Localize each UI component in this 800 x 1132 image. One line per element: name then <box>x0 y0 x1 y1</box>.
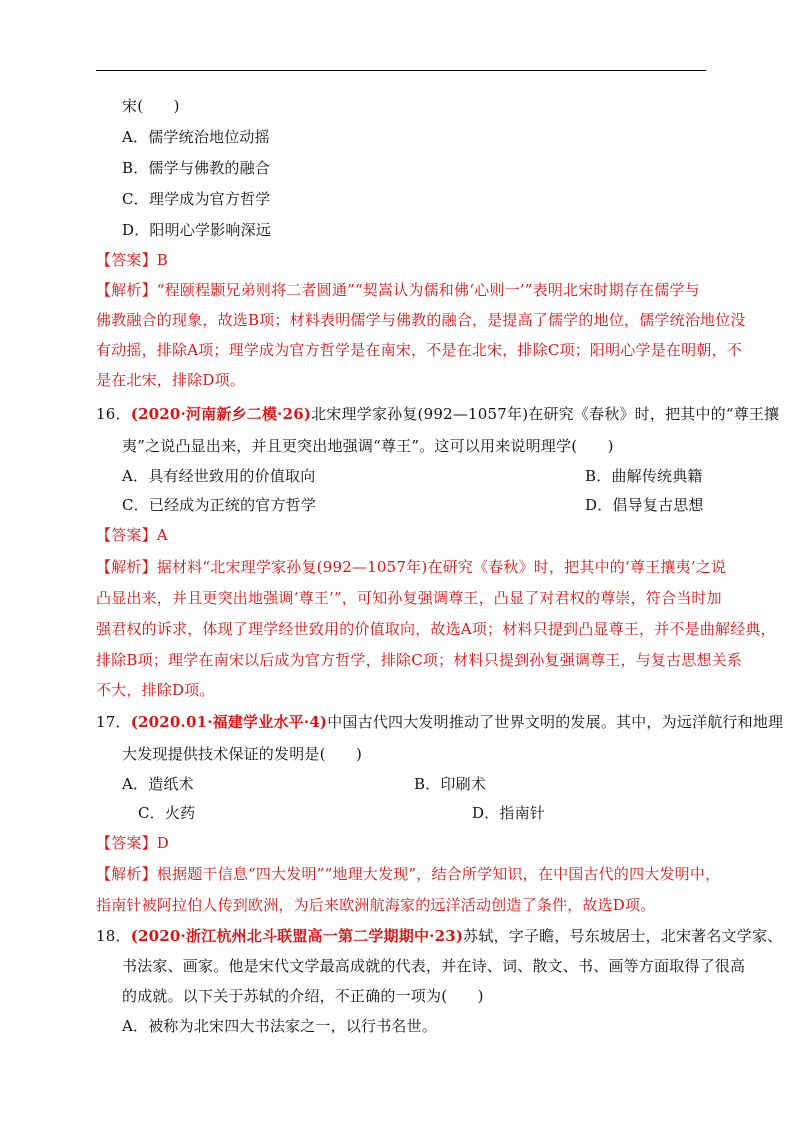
question-source: (2020.01·福建学业水平·4) <box>130 713 328 731</box>
answer: 【答案】B <box>96 251 169 269</box>
option-a: A．儒学统治地位动摇 <box>122 128 270 146</box>
question-stem: 北宋理学家孙复(992—1057年)在研究《春秋》时，把其中的“尊王攘 <box>311 405 780 423</box>
analysis-line: 【解析】根据题干信息“四大发明”“地理大发现”，结合所学知识，在中国古代的四大发明中， <box>96 865 721 883</box>
question-stem: 苏轼，字子瞻，号东坡居士，北宋著名文学家、 <box>463 927 783 945</box>
option-b: B．曲解传统典籍 <box>585 467 703 485</box>
option-b: B．印刷术 <box>414 775 487 793</box>
analysis-line: 【解析】“程颐程颢兄弟则将二者圆通”“契嵩认为儒和佛‘心则一’”表明北宋时期存在儒学与 <box>96 281 700 299</box>
analysis-line: 不大，排除D项。 <box>96 681 215 699</box>
question-number: 17． <box>96 713 131 731</box>
option-a: A．具有经世致用的价值取向 <box>122 467 316 485</box>
question-number: 16． <box>96 405 131 423</box>
question-18-stem <box>96 926 782 946</box>
option-c: C．已经成为正统的官方哲学 <box>122 496 317 514</box>
question-stem-line: 书法家、画家。他是宋代文学最高成就的代表，并在诗、词、散文、书、画等方面取得了很高 <box>122 957 746 975</box>
analysis-line: 【解析】据材料“北宋理学家孙复(992—1057年)在研究《春秋》时，把其中的‘尊王攘夷’之说 <box>96 558 727 576</box>
analysis-line: 排除B项；理学在南宋以后成为官方哲学，排除C项；材料只提到孙复强调尊王，与复古思想关系 <box>96 651 743 669</box>
option-a: A．被称为北宋四大书法家之一，以行书名世。 <box>122 1017 438 1035</box>
analysis-line: 有动摇，排除A项；理学成为官方哲学是在南宋，不是在北宋，排除C项；阳明心学是在明朝，不 <box>96 341 742 359</box>
option-c: C．火药 <box>138 804 196 822</box>
question-number: 18． <box>96 927 131 945</box>
option-b: B．儒学与佛教的融合 <box>122 159 271 177</box>
analysis-line: 指南针被阿拉伯人传到欧洲，为后来欧洲航海家的远洋活动创造了条件，故选D项。 <box>96 896 656 914</box>
answer: 【答案】D <box>96 834 170 852</box>
answer: 【答案】A <box>96 526 168 544</box>
question-source: (2020·河南新乡二模·26) <box>130 405 312 423</box>
question-stem-line: 的成就。以下关于苏轼的介绍，不正确的一项为( ) <box>122 987 484 1005</box>
question-stem: 中国古代四大发明推动了世界文明的发展。其中，为远洋航行和地理 <box>327 713 784 731</box>
analysis-line: 佛教融合的现象，故选B项；材料表明儒学与佛教的融合，是提高了儒学的地位，儒学统治地位没 <box>96 311 746 329</box>
option-d: D．阳明心学影响深远 <box>122 221 272 239</box>
option-d: D．指南针 <box>472 804 546 822</box>
analysis-line: 是在北宋，排除D项。 <box>96 371 246 389</box>
question-stem-line: 夷”之说凸显出来，并且更突出地强调“尊王”。这可以用来说明理学( ) <box>122 437 614 455</box>
option-d: D．倡导复古思想 <box>585 496 704 514</box>
question-16-stem <box>96 404 779 424</box>
question-source: (2020·浙江杭州北斗联盟高一第二学期期中·23) <box>130 927 464 945</box>
question-tail: 宋( ) <box>122 97 180 115</box>
option-c: C．理学成为官方哲学 <box>122 190 271 208</box>
header-rule <box>96 70 706 71</box>
option-a: A．造纸术 <box>122 775 194 793</box>
analysis-line: 凸显出来，并且更突出地强调‘尊王’”，可知孙复强调尊王，凸显了对君权的尊崇，符合当时加 <box>96 589 722 607</box>
question-17-stem <box>96 712 783 732</box>
question-stem-line: 大发现提供技术保证的发明是( ) <box>122 745 363 763</box>
analysis-line: 强君权的诉求，体现了理学经世致用的价值取向，故选A项；材料只提到凸显尊王，并不是曲解经典， <box>96 620 776 638</box>
